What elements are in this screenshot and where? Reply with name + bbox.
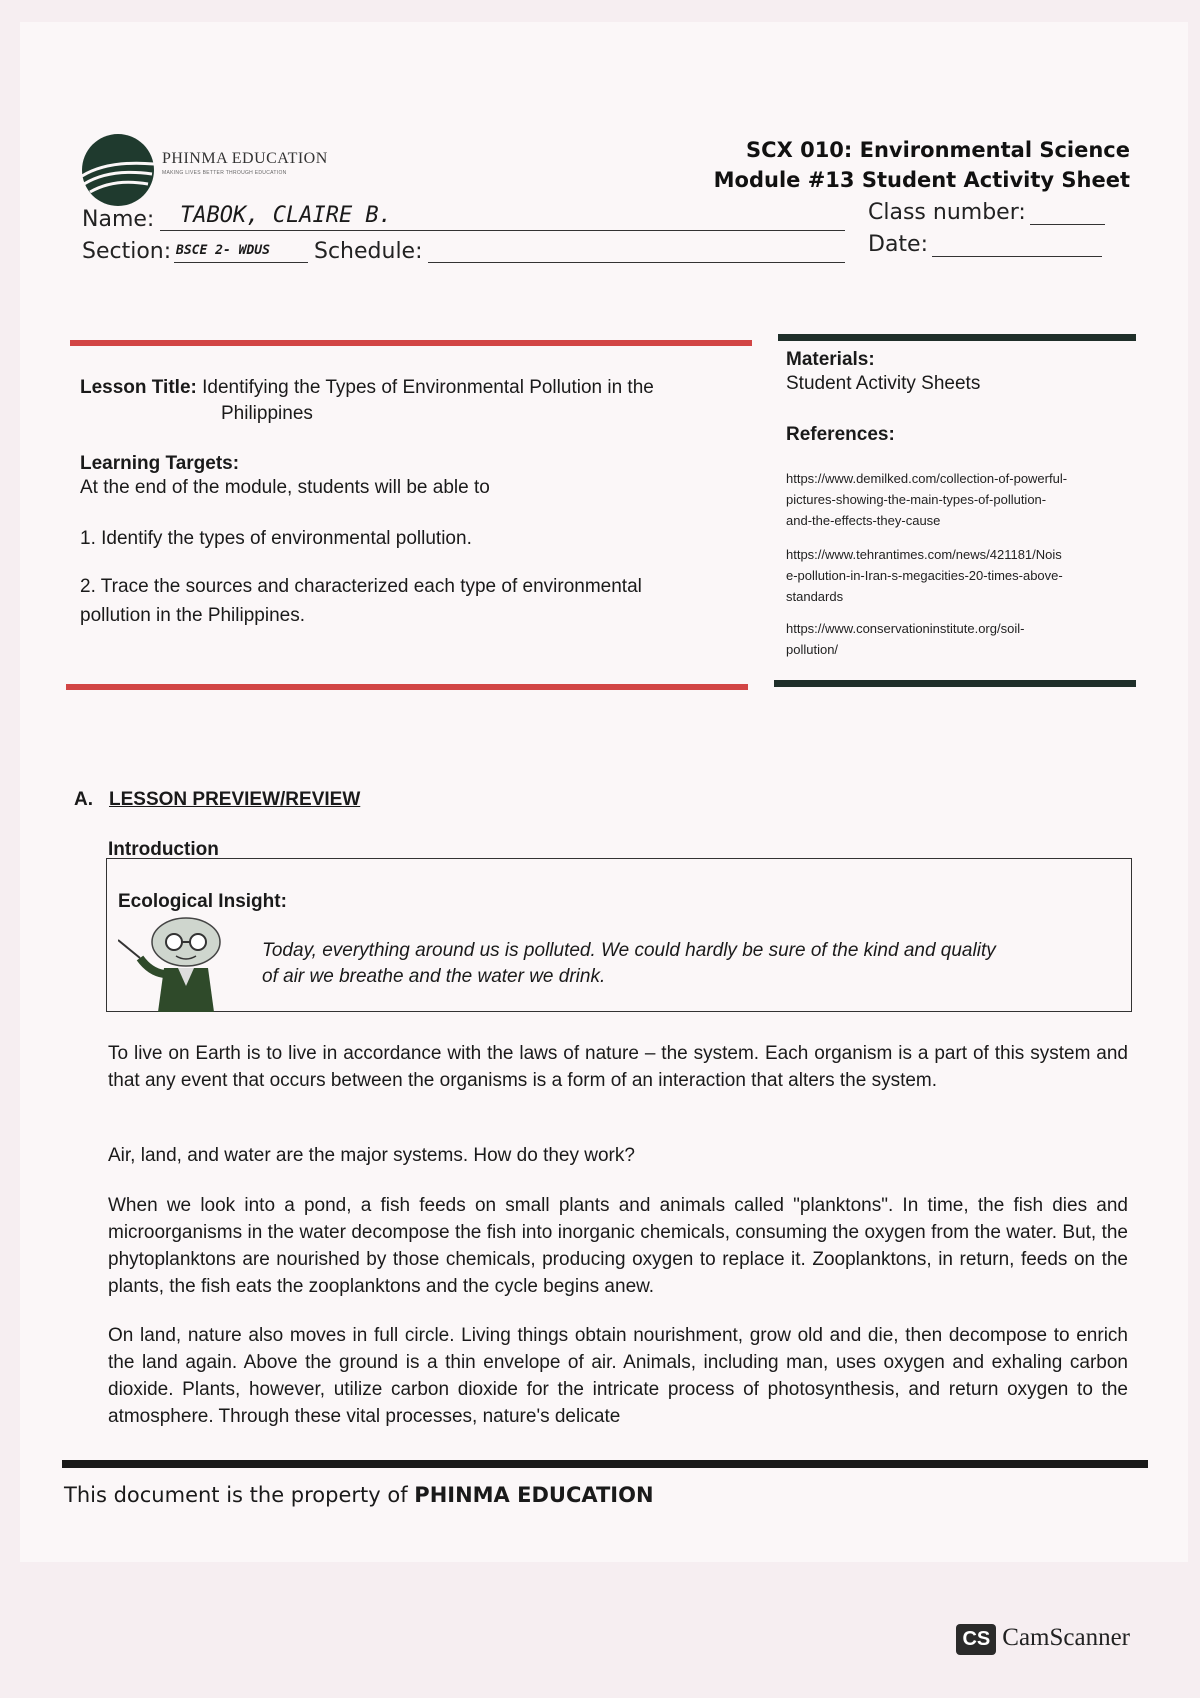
materials-label: Materials: [786, 349, 875, 370]
reference-3[interactable] [786, 618, 1131, 660]
lesson-title-line2: Philippines [221, 403, 313, 424]
section-label: Section: [82, 239, 172, 264]
section-a-title: LESSON PREVIEW/REVIEW [109, 789, 361, 810]
reference-2[interactable] [786, 544, 1131, 607]
footer-text [64, 1483, 654, 1507]
ecological-insight-box [106, 858, 1132, 1012]
class-number-field[interactable] [1030, 224, 1105, 225]
sidebar-bottom-bar [774, 680, 1136, 687]
learning-target-2-line2: pollution in the Philippines. [80, 605, 305, 626]
lesson-title-block [80, 374, 740, 401]
lesson-title-line1: Identifying the Types of Environmental Pollution in the [202, 377, 654, 398]
learning-targets-label: Learning Targets: [80, 453, 240, 474]
lesson-top-bar [70, 340, 752, 346]
reference-2-line: standards [786, 589, 844, 604]
sidebar-top-bar [778, 334, 1136, 341]
schedule-label: Schedule: [314, 239, 423, 264]
footer-brand: PHINMA EDUCATION [414, 1483, 654, 1507]
paragraph-2: Air, land, and water are the major systems. How do they work? [108, 1145, 635, 1166]
name-value[interactable]: TABOK, CLAIRE B. [180, 203, 392, 228]
reference-1-line: https://www.demilked.com/collection-of-powerful- [786, 471, 1068, 486]
learning-target-2-line1: 2. Trace the sources and characterized each type of environmental [80, 576, 642, 597]
brand-tagline: MAKING LIVES BETTER THROUGH EDUCATION [162, 170, 287, 176]
paragraph-3: When we look into a pond, a fish feeds on small plants and animals called "planktons". In time, the fish dies and microorganisms in the water decompose the fish into inorganic chemicals, consuming the oxygen from the water. But, the phytoplanktons are nourished by those chemicals, producing oxygen to replace it. Zooplanktons, in return, feeds on the plants, the fish eats the zooplanktons and the cycle begins anew. [108, 1195, 1128, 1297]
date-field[interactable] [932, 256, 1102, 257]
camscanner-name: CamScanner [1002, 1624, 1130, 1652]
paragraph-1: To live on Earth is to live in accordance with the laws of nature – the system. Each organism is a part of this system and that any event that occurs between the organisms is a form of an interaction that alters the system. [108, 1043, 1128, 1091]
learning-target-1: 1. Identify the types of environmental pollution. [80, 528, 472, 549]
references-label: References: [786, 424, 895, 445]
paragraph-4: On land, nature also moves in full circle. Living things obtain nourishment, grow old and die, then decompose to enrich the land again. Above the ground is a thin envelope of air. Animals, including man, uses oxygen and exhaling carbon dioxide. Plants, however, utilize carbon dioxide for the intricate process of photosynthesis, and return oxygen to the atmosphere. Through these vital processes, nature's delicate [108, 1325, 1128, 1427]
introduction-label: Introduction [108, 839, 219, 860]
camscanner-watermark [956, 1624, 1130, 1655]
footer-text-prefix: This document is the property of [64, 1483, 415, 1507]
lesson-bottom-bar [66, 684, 748, 690]
section-value[interactable]: BSCE 2- WDUS [176, 243, 270, 258]
phinma-logo-icon [78, 130, 158, 210]
reference-3-line: pollution/ [786, 642, 839, 657]
reference-1-line: pictures-showing-the-main-types-of-pollution- [786, 492, 1047, 507]
reference-1-line: and-the-effects-they-cause [786, 513, 941, 528]
schedule-field[interactable] [428, 262, 845, 263]
insight-quote-line2: of air we breathe and the water we drink. [262, 966, 606, 987]
section-a-label: A. [74, 789, 93, 810]
reference-2-line: https://www.tehrantimes.com/news/421181/Nois [786, 547, 1062, 562]
class-number-label: Class number: [868, 200, 1026, 225]
reference-2-line: e-pollution-in-Iran-s-megacities-20-times-above- [786, 568, 1063, 583]
section-underline [174, 262, 308, 263]
name-underline [160, 230, 845, 231]
name-label: Name: [82, 207, 155, 232]
course-title: SCX 010: Environmental Science [746, 138, 1130, 162]
brand-name: PHINMA EDUCATION [162, 150, 328, 167]
date-label: Date: [868, 232, 928, 257]
reference-1[interactable] [786, 468, 1131, 531]
ecological-insight-label: Ecological Insight: [118, 891, 287, 912]
materials-value: Student Activity Sheets [786, 373, 981, 394]
module-title: Module #13 Student Activity Sheet [713, 168, 1130, 192]
learning-targets-intro: At the end of the module, students will be able to [80, 477, 490, 498]
teacher-character-icon [118, 912, 250, 1012]
camscanner-logo-icon: CS [956, 1624, 996, 1655]
reference-3-line: https://www.conservationinstitute.org/soil- [786, 621, 1025, 636]
footer-bar [62, 1460, 1148, 1468]
lesson-title-label: Lesson Title: [80, 377, 197, 398]
insight-quote-line1: Today, everything around us is polluted. We could hardly be sure of the kind and quality [262, 940, 996, 961]
